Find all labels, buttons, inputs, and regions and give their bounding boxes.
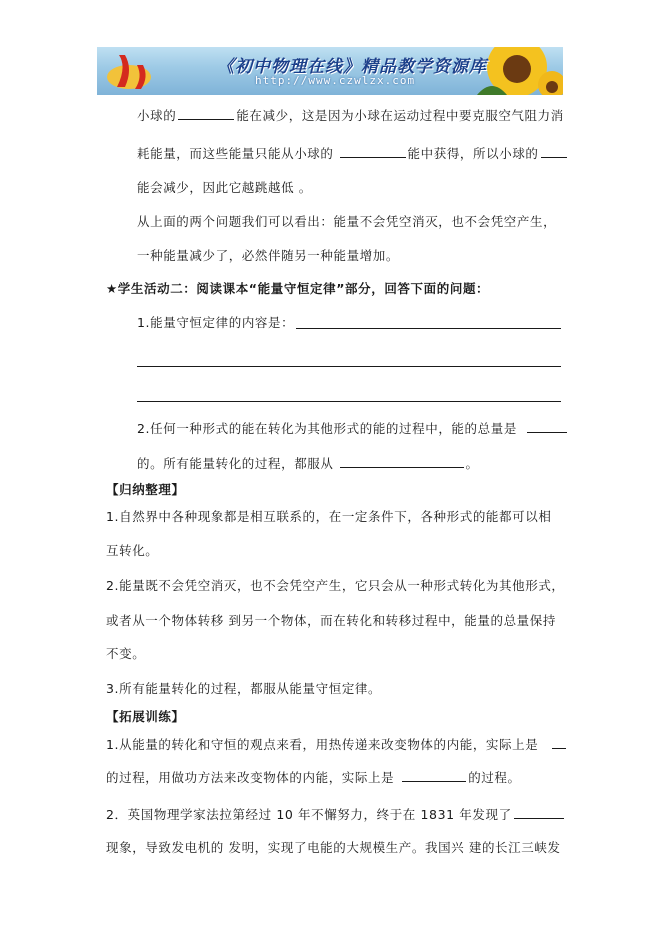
paragraph-line xyxy=(137,145,569,162)
banner-title: 《初中物理在线》精品教学资源库 xyxy=(217,57,487,77)
paragraph-line: 从上面的两个问题我们可以看出：能量不会凭空消灭，也不会凭空产生， xyxy=(137,214,557,229)
summary-line: 3.所有能量转化的过程，都服从能量守恒定律。 xyxy=(106,681,382,696)
summary-line: 不变。 xyxy=(106,646,146,661)
fill-blank[interactable] xyxy=(541,145,567,158)
text: 的。所有能量转化的过程，都服从 xyxy=(137,456,334,471)
answer-line[interactable] xyxy=(137,401,561,402)
text: 1.从能量的转化和守恒的观点来看，用热传递来改变物体的内能，实际上是 xyxy=(106,737,539,752)
question-line xyxy=(137,455,479,472)
text: 能中获得，所以小球的 xyxy=(407,146,539,161)
exercise-line xyxy=(106,736,568,753)
fill-blank[interactable] xyxy=(514,806,564,819)
text: 2．英国物理学家法拉第经过 10 年不懈努力，终于在 1831 年发现了 xyxy=(106,807,512,822)
text: 耗能量，而这些能量只能从小球的 xyxy=(137,146,334,161)
answer-line[interactable] xyxy=(137,366,561,367)
answer-line[interactable] xyxy=(296,328,561,329)
exercise-line: 现象，导致发电机的 发明，实现了电能的大规模生产。我国兴 建的长江三峡发 xyxy=(106,840,561,855)
question-line: 1.能量守恒定律的内容是： xyxy=(137,315,295,330)
fill-blank[interactable] xyxy=(552,736,566,749)
section-heading-summary: 【归纳整理】 xyxy=(106,482,185,497)
paragraph-line xyxy=(137,107,564,124)
text: 小球的 xyxy=(137,108,177,123)
fill-blank[interactable] xyxy=(527,420,567,433)
fill-blank[interactable] xyxy=(340,145,406,158)
sunflower-icon xyxy=(477,47,563,95)
header-banner xyxy=(97,47,563,95)
fill-blank[interactable] xyxy=(178,107,234,120)
banner-url: http://www.czwlzx.com xyxy=(255,74,416,87)
paragraph-line: 一种能量减少了，必然伴随另一种能量增加。 xyxy=(137,248,400,263)
text: 2.任何一种形式的能在转化为其他形式的能的过程中，能的总量是 xyxy=(137,421,517,436)
exercise-line xyxy=(106,806,566,823)
exercise-line xyxy=(106,769,521,786)
text: 的过程，用做功方法来改变物体的内能，实际上是 xyxy=(106,770,395,785)
summary-line: 互转化。 xyxy=(106,543,159,558)
activity-heading: ★学生活动二：阅读课本“能量守恒定律”部分，回答下面的问题： xyxy=(106,281,490,296)
summary-line: 1.自然界中各种现象都是相互联系的，在一定条件下，各种形式的能都可以相 xyxy=(106,509,552,524)
fill-blank[interactable] xyxy=(340,455,464,468)
text: 。 xyxy=(465,456,479,471)
text: 的过程。 xyxy=(468,770,521,785)
fill-blank[interactable] xyxy=(402,769,466,782)
section-heading-extension: 【拓展训练】 xyxy=(106,709,185,724)
text: 能在减少，这是因为小球在运动过程中要克服空气阻力消 xyxy=(236,108,564,123)
logo-icon xyxy=(107,55,151,89)
summary-line: 或者从一个物体转移 到另一个物体，而在转化和转移过程中，能量的总量保持 xyxy=(106,613,556,628)
summary-line: 2.能量既不会凭空消灭，也不会凭空产生，它只会从一种形式转化为其他形式， xyxy=(106,578,565,593)
paragraph-line: 能会减少，因此它越跳越低 。 xyxy=(137,180,312,195)
question-line xyxy=(137,420,569,437)
